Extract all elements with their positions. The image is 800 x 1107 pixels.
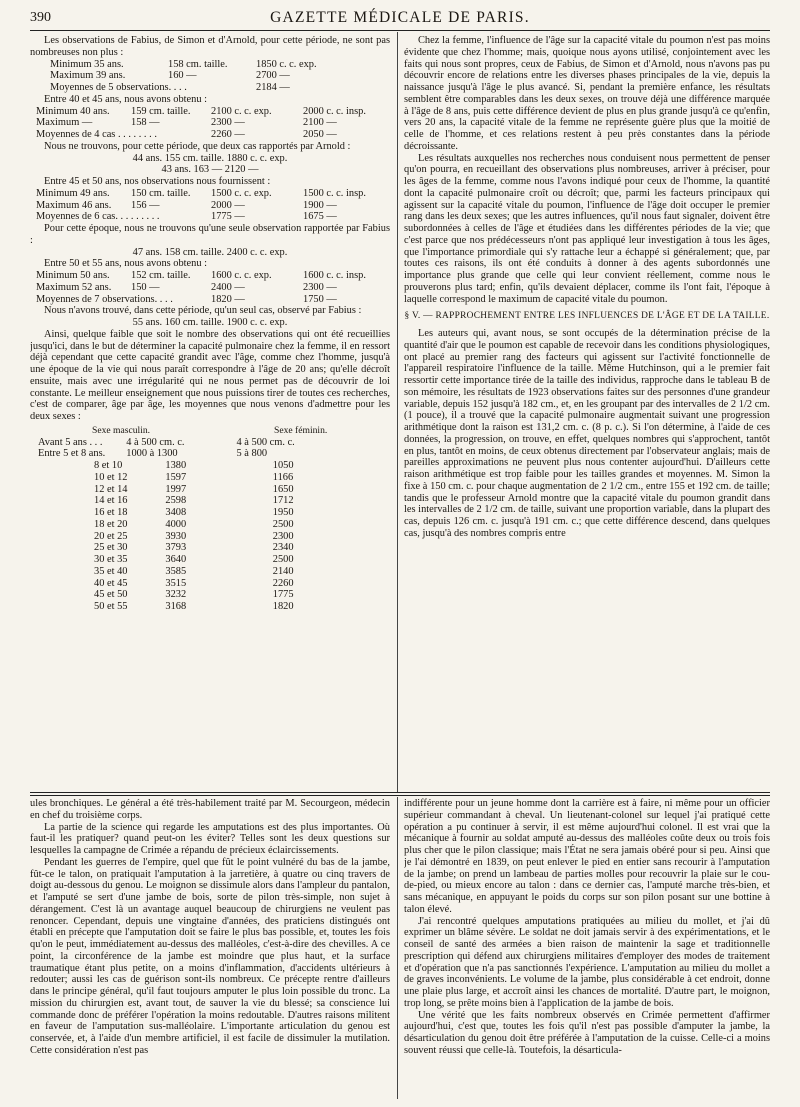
feuilleton-left (30, 798, 390, 1098)
table-cell: 40 et 45 (94, 577, 128, 589)
table-cell: 1000 à 1300 (126, 448, 178, 460)
table-cell: 4 à 500 cm. c. (126, 436, 185, 448)
journal-title: GAZETTE MÉDICALE DE PARIS. (270, 9, 530, 26)
table-cell: 50 et 55 (94, 601, 128, 612)
table-row (30, 542, 390, 554)
paragraph: Chez la femme, l'influence de l'âge sur la capacité vitale du poumon n'est pas moins évidente que chez l'homme; mais, quoique nous ayons utilisé, conjointement avec les faits qui nous sont propres, ceux de Fabius, de Simon et d'Arnold, nous n'avons pas pu découvrir encore de relations entre les diverses phases principales de la vie, depuis la naissance jusqu'à l'âge le plus avancé. Si, pendant la première enfance, les résultats semblent être comparables dans les deux sexes, on trouve déjà une différence marquée à l'âge de 8 ans, puis cette différence devient de plus en plus grande jusqu'à ce qu'enfin, vers 20 ans, la capacité vitale de la femme ne représente guère plus que la moitié de celle de l'homme, et ces relations restent à peu près constantes dans la période décroissante. (404, 35, 770, 152)
paragraph: La partie de la science qui regarde les amputations est des plus importantes. Où faut-il les pratiquer? quand peut-on les éviter? Telles sont les deux questions sur lesquelles la campagne de Crimée a répandu de précieux éclaircissements. (30, 821, 390, 856)
table-cell: 1997 (165, 483, 187, 495)
paragraph: Ainsi, quelque faible que soit le nombre des observations qui ont été recueillies jusqu'ici, dans le but de déterminer la capacité pulmonaire chez la femme, il en ressort déjà cependant que cette capacité grandit avec l'âge, comme chez l'homme, jusqu'à une époque de la vie qui nous paraît correspondre à l'âge de 20 ans; qu'elle décroît ensuite, mais avec une irrégularité qui ne nous permet pas de découvrir de loi constante. Le meilleur enseignement que nous puissions tirer de toutes ces recherches, c'est de comparer, âge par âge, les moyennes que nous venons d'admettre pour les deux sexes : (30, 328, 390, 422)
table-cell: 2598 (165, 495, 187, 507)
table-cell: 8 et 10 (94, 460, 123, 471)
table-cell: 2260 (272, 577, 294, 589)
table-row (30, 519, 390, 531)
table-cell: 12 et 14 (94, 483, 128, 495)
data-line-fabius: 47 ans. 158 cm. taille. 2400 c. c. exp. (132, 246, 288, 258)
table-cell: 3585 (165, 565, 187, 577)
paragraph: Nous n'avons trouvé, dans cette période, qu'un seul cas, observé par Fabius : (44, 305, 362, 317)
table-cell: 45 et 50 (94, 589, 128, 601)
paragraph: Pendant les guerres de l'empire, quel que fût le point vulnéré du bas de la jambe, fût-ce le talon, on pratiquait l'amputation à la jarretière, à quatre ou cinq travers de doigt au-dessous du genou. Le moignon se dissimule alors dans l'ampleur du pantalon, et l'amputé se sert d'une jambe de bois, sorte de pilon très-simple, non sujet à dérangement. C'est là un avantage auquel beaucoup de chirurgiens ne veulent pas renoncer. Cependant, depuis une vingtaine d'années, des praticiens distingués ont établi en précepte que l'amputation doit se faire le plus bas possible, et, toutes les fois qu'on le peut, immédiatement au-dessus des malléoles, c'est-à-dire des chevilles. A ce point, la circonférence de la jambe est moindre que plus haut, et la surface traumatique étant plus petite, on a moins d'inflammation, d'accidents ultérieurs à redouter; aussi les cas de guérison sont-ils nombreux. Ce précepte rentre d'ailleurs dans le principe général, qu'il faut toujours amputer le plus loin possible du tronc. La mission du chirurgien est, avant tout, de sauver la vie du blessé; sa conscience lui commande donc de préférer l'opération la moins redoutable. D'autres raisons militent en faveur de l'amputation sus-malléolaire. L'importante articulation du genou est conservée, et, à l'aide d'un membre artificiel, il est facile de dissimuler la mutilation. Cette considération n'est pas (30, 856, 390, 1056)
column-left-top (30, 35, 390, 790)
table-cell: 1712 (272, 495, 294, 507)
data-line: Maximum 39 ans. 160 — 2700 — (50, 70, 290, 82)
table-cell: 1597 (165, 471, 187, 483)
data-block-35-40 (30, 59, 390, 94)
table-row (30, 437, 390, 449)
table-cell: 25 et 30 (94, 542, 128, 554)
paragraph: ules bronchiques. Le général a été très-habilement traité par M. Secourgeon, médecin en chef du troisième corps. (30, 798, 390, 821)
table-cell: Avant 5 ans . . . (38, 436, 103, 448)
paragraph: Les auteurs qui, avant nous, se sont occupés de la détermination précise de la quantité d'air que le poumon est capable de recevoir dans les conditions physiologiques, ont placé au premier rang des facteurs qui agissent sur l'activité fonctionnelle de l'appareil respiratoire l'influence de la taille. Même Hutchinson, qui a le premier fait ressortir cette importance tirée de la taille des individus, rapproche dans le tableau B de son mémoire, les résultats de 1923 observations faites sur des personnes d'une grandeur variable, depuis 152 jusqu'à 182 cm., et, en les groupant par des intervalles de 2 1/2 cm. (1 pouce), il a trouvé que la capacité pulmonaire augmentait suivant une progression arithmétique dont la raison est 131,2 cm. c. (8 p. c.). Si l'on détermine, à l'aide de ces données, la progression, on trouve, en effet, quelques nombres qui s'approchent, tantôt en plus, tantôt en moins, de ceux obtenus directement par l'observateur anglais; mais de pareilles approximations ne peuvent plus nous contenter aujourd'hui. D'ailleurs cette raison arithmétique est trop faible pour les tailles grandes et moyennes. M. Simon la fixe à 150 cm. c. pour chaque augmentation de 2 1/2 cm., entre 155 et 192 cm. de taille; tandis que le professeur Arnold montre que la capacité vitale du poumon grandit dans les intervalles de 2 1/2 cm. de taille, suivant une proportion variable, dans la plupart des cas, depuis 126 cm. c. jusqu'à 191 cm. c.; que cette différence descend, dans quelques cas, jusqu'à des nombres compris entre (404, 328, 770, 539)
table-cell: 18 et 20 (94, 518, 128, 530)
table-row (30, 484, 390, 496)
table-cell: 3232 (165, 589, 187, 601)
table-cell: 10 et 12 (94, 471, 128, 483)
feuilleton-separator (30, 792, 770, 796)
table-cell: 4 à 500 cm. c. (236, 436, 295, 448)
table-row (30, 507, 390, 519)
table-cell: 1380 (165, 460, 187, 471)
paragraph: Entre 45 et 50 ans, nos observations nous fournissent : (44, 176, 271, 187)
table-cell: 3408 (165, 507, 187, 518)
paragraph: indifférente pour un jeune homme dont la carrière est à faire, ni même pour un officier supérieur commandant à cheval. Un lieutenant-colonel sur lequel j'ai pratiqué cette opération a pu continuer à servir, il est même aujourd'hui colonel. Il est vrai que la mécanique à fournir au soldat amputé au-dessus des malléoles coûte deux ou trois fois plus cher que le pilon classique; mais l'État ne sera jamais obéré pour si peu. Ainsi que je l'ai démontré en 1839, on peut enlever le pied en entier sans recourir à l'amputation de la jambe; on prend un lambeau de parties molles pour recouvrir la plaie sur le cou-de-pied, ou mieux encore au talon : dans ce dernier cas, l'amputé marche très-bien, et sans mécanique, en appuyant le poids du corps sur son pilon posant sur une bottine à talon élevé. (404, 798, 770, 915)
table-cell: 2340 (272, 542, 294, 554)
table-cell: 3515 (165, 577, 187, 589)
data-block-45-50: Minimum 49 ans. 150 cm. taille. 1500 c. c. exp. 1500 c. c. insp. Maximum 46 ans. 156 — 2000 — 1900 — Moyennes de 6 cas. . . . . . . . . 1775 — 1675 — (36, 187, 366, 223)
table-cell: 4000 (165, 518, 187, 530)
table-cell: 2500 (272, 518, 294, 530)
paragraph: Entre 50 et 55 ans, nous avons obtenu : (44, 258, 208, 270)
data-block-arnold: 44 ans. 155 cm. taille. 1880 c. c. exp. 43 ans. 163 — 2120 — (132, 152, 288, 176)
table-cell: 30 et 35 (94, 554, 128, 565)
data-line-fabius-55: 55 ans. 160 cm. taille. 1900 c. c. exp. (132, 317, 288, 328)
table-header: Sexe masculin. Sexe féminin. (92, 424, 328, 436)
paragraph: Les observations de Fabius, de Simon et d'Arnold, pour cette période, ne sont pas nombreuses non plus : (30, 35, 390, 58)
table-row (30, 566, 390, 578)
table-cell: 3640 (165, 554, 187, 565)
header-rule (30, 30, 770, 31)
paragraph: Entre 40 et 45 ans, nous avons obtenu : (44, 93, 208, 105)
paragraph: J'ai rencontré quelques amputations pratiquées au milieu du mollet, et j'ai dû exprimer un blâme sévère. Le soldat ne doit jamais servir à des expérimentations, et le conseil de santé des armées a bien raison de maintenir la sage et traditionnelle prescription qui défend aux chirurgiens militaires d'employer des modes de traitement et d'opération que n'a pas sanctionnés l'expérience. L'amputation au milieu du mollet a de graves inconvénients. Le volume de la jambe, plus considérable à cet endroit, donne une plaie plus large, et accroît ainsi les chances de mortalité. D'autre part, le moignon, trop long, se prête moins bien à l'application de la jambe de bois. (404, 915, 770, 1009)
table-row (30, 589, 390, 601)
column-right-top (404, 35, 770, 790)
table-cell: 3168 (165, 601, 187, 612)
table-cell: 20 et 25 (94, 530, 128, 542)
page-number: 390 (30, 10, 51, 25)
paragraph: Les résultats auxquelles nos recherches nous conduisent nous permettent de penser qu'on pourra, en recueillant des observations plus nombreuses, arriver à préciser, pour les âges de la femme, comme nous l'avons indiqué pour ceux de l'homme, la quantité dont la capacité pulmonaire croît ou décroît; que, parmi les facteurs principaux qui agissent sur la capacité vitale du poumon, l'influence de l'âge doit occuper le premier rang dans les deux sexes; que les autres influences, qu'il nous faut signaler, doivent être subordonnées à celles de l'âge et étudiées dans les différentes périodes de la vie; que c'est parce que nos prédécesseurs n'ont pas appliqué leur investigation à tous les âges, que l'importance primordiale qui s'y rattache leur a échappé si généralement; que, par toutes ces raisons, ils ont été conduits à donner à des agents subordonnés une importance plus grande que celle qui leur convient réellement, comme nous le prouverons plus tard; enfin, qu'ils devaient déplacer, comme ils l'ont fait, l'époque à laquelle correspond le maximum de capacité vitale du poumon. (404, 152, 770, 305)
comparison-table (30, 425, 390, 613)
table-row (30, 472, 390, 484)
table-cell: 14 et 16 (94, 495, 128, 507)
table-row (30, 460, 390, 472)
table-row (30, 578, 390, 590)
table-row (30, 601, 390, 613)
paragraph: Une vérité que les faits nombreux observés en Crimée permettent d'affirmer aujourd'hui, c'est que, toutes les fois qu'il n'est pas possible d'amputer la jambe, la désarticulation du genou doit être préférée à l'amputation de la cuisse. Celle-ci a moins souvent réussi que celle-là. Toutefois, la désarticula- (404, 1009, 770, 1056)
table-row (30, 554, 390, 566)
feuilleton-right (404, 798, 770, 1098)
table-cell: 1820 (272, 601, 294, 612)
table-cell: 5 à 800 (236, 448, 268, 460)
table-cell: Entre 5 et 8 ans. (38, 448, 106, 460)
table-cell: 16 et 18 (94, 507, 128, 518)
data-block-50-55: Minimum 50 ans. 152 cm. taille. 1600 c. c. exp. 1600 c. c. insp. Maximum 52 ans. 150 — 2400 — 2300 — Moyennes de 7 observations. . . . 1820 — 1750 — (36, 270, 366, 305)
table-cell: 2300 (272, 530, 294, 542)
table-row (30, 448, 390, 460)
section-heading: § V. — RAPPROCHEMENT ENTRE LES INFLUENCES DE L'ÂGE ET DE LA TAILLE. (404, 311, 770, 322)
data-line: Minimum 35 ans. 158 cm. taille. 1850 c. c. exp. (50, 58, 317, 70)
table-cell: 3793 (165, 542, 187, 554)
table-cell: 1950 (272, 507, 294, 518)
table-cell: 3930 (165, 530, 187, 542)
page-header (30, 8, 770, 30)
paragraph: Pour cette époque, nous ne trouvons qu'une seule observation rapportée par Fabius : (30, 223, 390, 246)
table-cell: 35 et 40 (94, 565, 128, 577)
table-cell: 2140 (272, 565, 294, 577)
table-cell: 1166 (272, 471, 294, 483)
data-line: Moyennes de 5 observations. . . . 2184 — (50, 82, 290, 93)
table-row (30, 495, 390, 507)
table-cell: 1050 (272, 460, 294, 471)
paragraph: Nous ne trouvons, pour cette période, que deux cas rapportés par Arnold : (44, 140, 351, 152)
table-cell: 2500 (272, 554, 294, 565)
column-rule (397, 32, 398, 792)
table-cell: 1775 (272, 589, 294, 601)
table-row (30, 531, 390, 543)
column-rule-lower (397, 797, 398, 1099)
data-block-40-45: Minimum 40 ans. 159 cm. taille. 2100 c. c. exp. 2000 c. c. insp. Maximum — 158 — 2300 — 2100 — Moyennes de 4 cas . . . . . . . . 2260 — 2050 — (36, 105, 366, 140)
table-cell: 1650 (272, 483, 294, 495)
